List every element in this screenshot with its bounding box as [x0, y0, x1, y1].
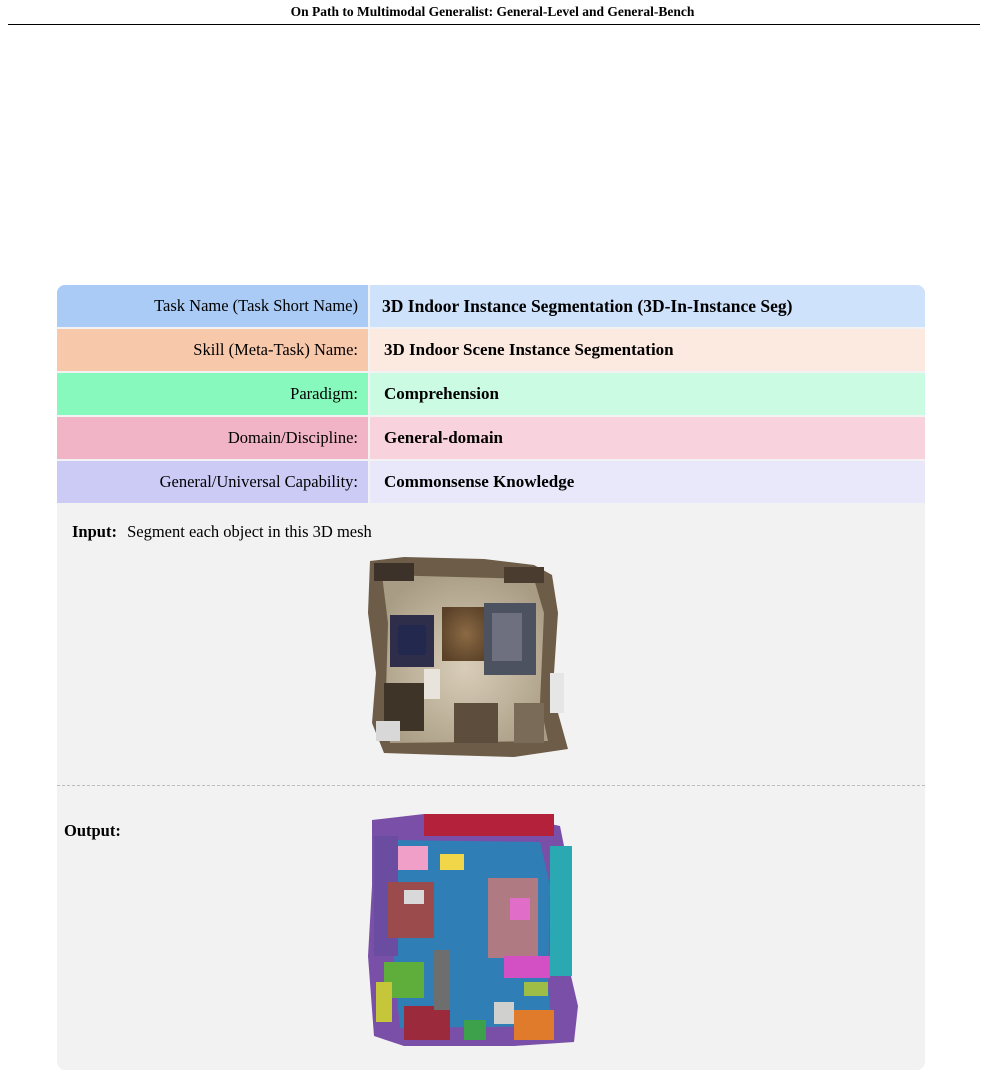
task-name-row [57, 285, 925, 327]
output-segmentation-image [364, 806, 586, 1051]
domain-label: Domain/Discipline: [57, 417, 368, 459]
skill-name-row [57, 329, 925, 371]
output-label: Output: [64, 821, 121, 840]
domain-value: General-domain [370, 417, 925, 459]
skill-name-label: Skill (Meta-Task) Name: [57, 329, 368, 371]
input-mesh-image [364, 553, 582, 761]
input-line [72, 522, 372, 542]
paradigm-value: Comprehension [370, 373, 925, 415]
skill-name-value: 3D Indoor Scene Instance Segmentation [370, 329, 925, 371]
capability-row [57, 461, 925, 503]
running-header: On Path to Multimodal Generalist: General-Level and General-Bench [290, 4, 695, 19]
domain-row [57, 417, 925, 459]
paradigm-row [57, 373, 925, 415]
input-label: Input: [72, 522, 117, 541]
input-text: Segment each object in this 3D mesh [127, 522, 372, 541]
task-name-value: 3D Indoor Instance Segmentation (3D-In-Instance Seg) [370, 285, 925, 327]
capability-value: Commonsense Knowledge [370, 461, 925, 503]
paradigm-label: Paradigm: [57, 373, 368, 415]
capability-label: General/Universal Capability: [57, 461, 368, 503]
task-card [57, 285, 925, 1070]
section-divider [57, 785, 925, 786]
task-name-label: Task Name (Task Short Name) [57, 285, 368, 327]
header-rule [8, 24, 980, 25]
